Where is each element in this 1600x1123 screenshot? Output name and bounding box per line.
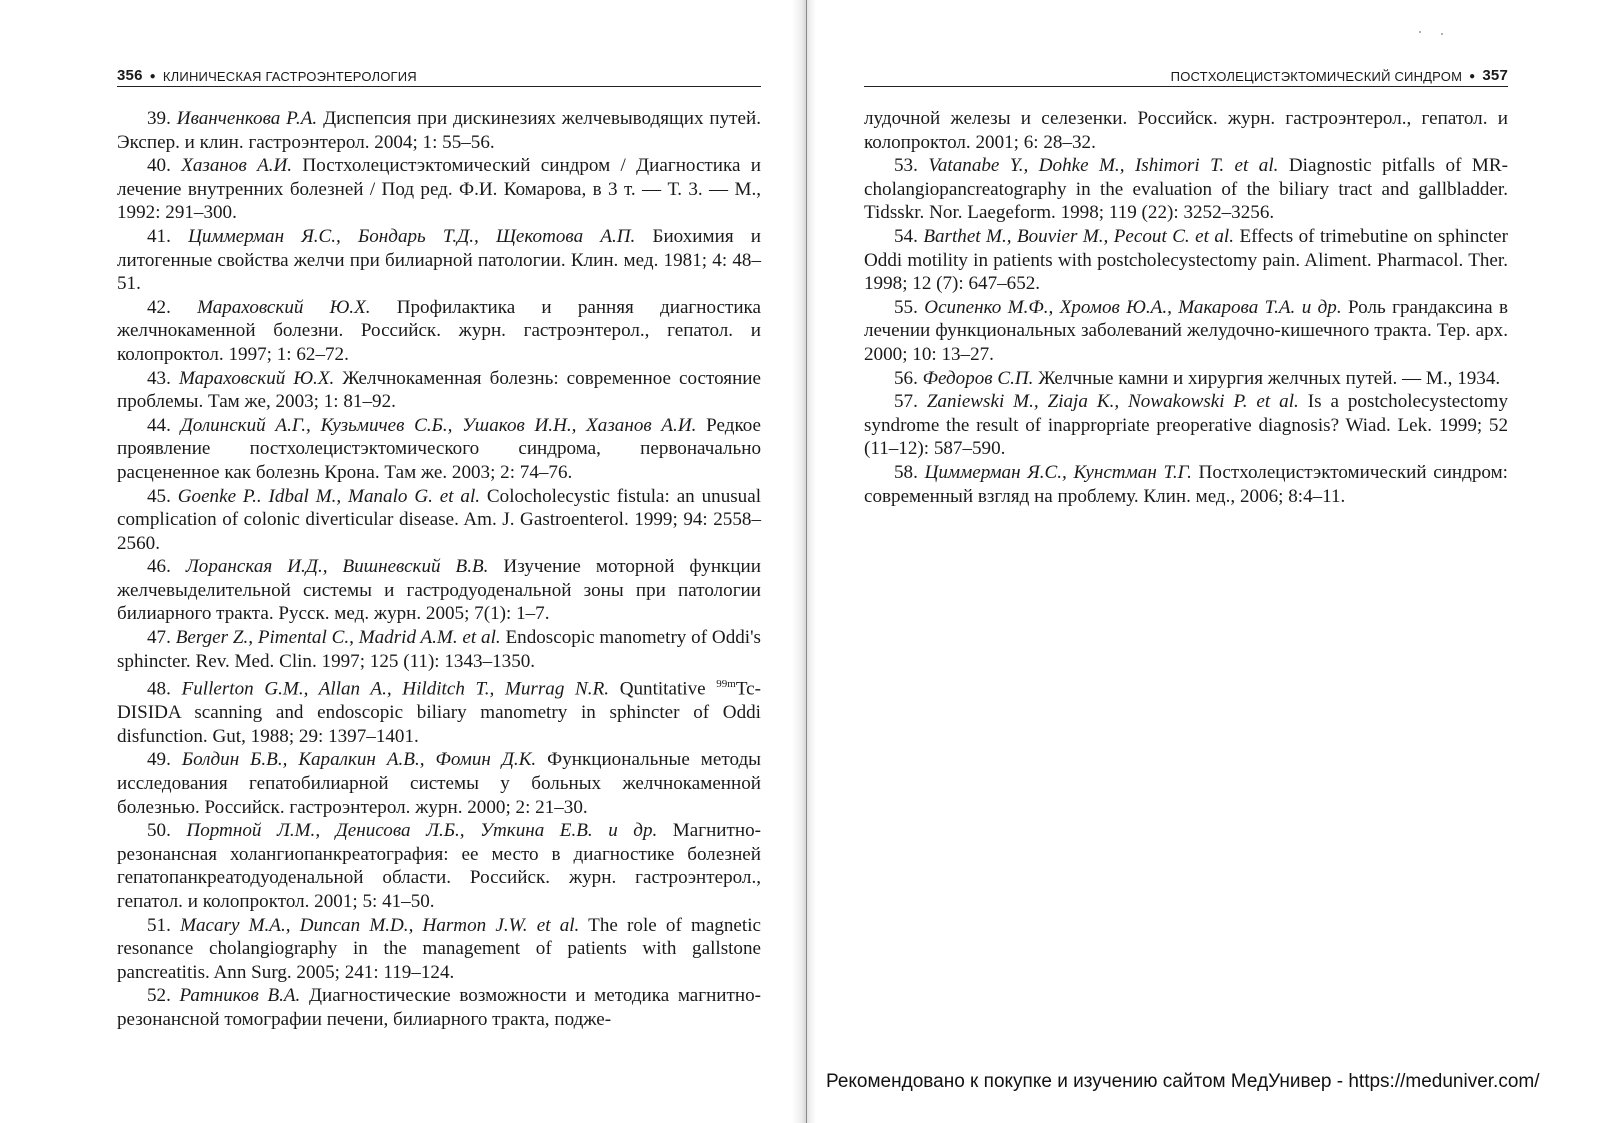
reference-text: Функциональные методы исследования гепатобилиарной системы у больных желчнокаменной болезнью. Российск. гастроэнтерол. журн. 2000; 2: 21–30.	[117, 749, 761, 818]
page-gutter-line	[806, 0, 807, 1123]
left-reference-list	[117, 107, 761, 1032]
reference-entry	[117, 555, 761, 626]
reference-authors: Barthet M., Bouvier M., Pecout C. et al.	[923, 225, 1235, 247]
reference-authors: Хазанов А.И.	[181, 155, 293, 177]
isotope-superscript: 99m	[716, 678, 736, 691]
reference-authors: Долинский А.Г., Кузьмичев С.Б., Ушаков И.Н., Хазанов А.И.	[180, 414, 697, 436]
reference-number: 52.	[147, 985, 171, 1007]
reference-entry	[864, 367, 1508, 391]
reference-number: 40.	[147, 155, 171, 177]
reference-entry	[117, 367, 761, 414]
reference-text: Диагностические возможности и методика магнитно-резонансной томографии печени, билиарного тракта, подже-	[117, 985, 761, 1030]
reference-number: 56.	[894, 367, 918, 389]
reference-entry	[117, 914, 761, 985]
reference-authors: Goenke P.. Idbal M., Manalo G. et al.	[177, 485, 481, 507]
reference-number: 51.	[147, 914, 171, 936]
left-running-head	[117, 66, 761, 87]
right-running-title: ПОСТХОЛЕЦИСТЭКТОМИЧЕСКИЙ СИНДРОМ	[1170, 69, 1463, 84]
reference-text: Изучение моторной функции желчевыделительной системы и гастродуоденальной зоны при патологии билиарного тракта. Русск. мед. журн. 2005; 7(1): 1–7.	[117, 556, 761, 625]
reference-authors: Мараховский Ю.Х.	[178, 367, 335, 389]
reference-number: 46.	[147, 556, 171, 578]
reference-number: 39.	[147, 108, 171, 129]
reference-entry	[117, 225, 761, 296]
reference-entry	[117, 748, 761, 819]
reference-number: 43.	[147, 367, 171, 389]
reference-number: 45.	[147, 485, 171, 507]
reference-text: Постхолецистэктомический синдром: современный взгляд на проблему. Клин. мед., 2006; 8:4–11.	[864, 461, 1508, 507]
reference-entry	[864, 390, 1508, 461]
reference-authors: Портной Л.М., Денисова Л.Б., Уткина Е.В. и др.	[186, 820, 658, 842]
page-gutter-shadow	[792, 0, 816, 1123]
reference-number: 49.	[147, 749, 171, 771]
reference-text: Магнитно-резонансная холангиопанкреатография: ее место в диагностике болезней гепатопанкреатодуоденальной области. Российск. журн. гастроэнтерол., гепатол. и колопроктол. 2001; 5: 41–50.	[117, 820, 761, 912]
reference-text: Желчнокаменная болезнь: современное состояние проблемы. Там же, 2003; 1: 81–92.	[117, 367, 761, 413]
right-running-head	[864, 66, 1508, 87]
reference-text: Желчные камни и хирургия желчных путей. — М., 1934.	[1033, 367, 1501, 389]
reference-entry	[864, 296, 1508, 367]
reference-number: 47.	[147, 627, 171, 649]
reference-continuation: лудочной железы и селезенки. Российск. журн. гастроэнтерол., гепатол. и колопроктол. 2001; 6: 28–32.	[864, 108, 1508, 153]
right-page	[864, 66, 1508, 508]
bullet-separator-icon: ●	[1469, 71, 1476, 82]
reference-text: Quntitative	[609, 678, 717, 700]
reference-text: Diagnostic pitfalls of MR-cholangiopancreatography in the evaluation of the biliary tract and gallbladder. Tidsskr. Nor. Laegeform. 1998; 119 (22): 3252–3256.	[864, 155, 1508, 224]
reference-authors: Лоранская И.Д., Вишневский В.В.	[185, 556, 489, 578]
bullet-separator-icon: ●	[149, 71, 156, 82]
reference-authors: Циммерман Я.С., Кунстман Т.Г.	[924, 461, 1192, 483]
reference-entry	[117, 819, 761, 913]
scan-speck	[1419, 31, 1421, 33]
right-reference-list	[864, 107, 1508, 508]
reference-number: 58.	[894, 461, 918, 483]
reference-authors: Vatanabe Y., Dohke M., Ishimori T. et al.	[928, 155, 1279, 177]
reference-text: Профилактика и ранняя диагностика желчнокаменной болезни. Российск. журн. гастроэнтерол., гепатол. и колопроктол. 1997; 1: 62–72.	[117, 296, 761, 365]
reference-entry	[117, 414, 761, 485]
reference-text: Биохимия и литогенные свойства желчи при билиарной патологии. Клин. мед. 1981; 4: 48–51.	[117, 225, 761, 295]
reference-entry	[117, 107, 761, 154]
reference-number: 55.	[894, 296, 918, 318]
right-page-number: 357	[1482, 67, 1508, 84]
reference-text: Tc-DISIDA scanning and endoscopic biliary manometry in sphincter of Oddi disfunction. Gut, 1988; 29: 1397–1401.	[117, 678, 762, 747]
reference-authors: Berger Z., Pimental C., Madrid A.M. et al.	[175, 627, 501, 649]
reference-text: Редкое проявление постхолецистэктомического синдрома, первоначально расцененное как болезнь Крона. Там же. 2003; 2: 74–76.	[117, 414, 762, 483]
reference-authors: Иванченкова Р.А.	[176, 108, 318, 129]
scan-speck	[1441, 33, 1443, 35]
reference-text: Endoscopic manometry of Oddi's sphincter. Rev. Med. Clin. 1997; 125 (11): 1343–1350.	[117, 627, 761, 672]
reference-entry	[117, 673, 761, 748]
reference-text: The role of magnetic resonance cholangiography in the management of patients with gallstone pancreatitis. Ann Surg. 2005; 241: 119–124.	[117, 914, 761, 983]
reference-number: 54.	[894, 225, 918, 247]
reference-entry	[117, 296, 761, 367]
reference-entry	[864, 154, 1508, 225]
reference-authors: Fullerton G.M., Allan A., Hilditch T., Murrag N.R.	[181, 678, 610, 700]
reference-authors: Циммерман Я.С., Бондарь Т.Д., Щекотова А.П.	[188, 225, 636, 247]
reference-text: Диспепсия при дискинезиях желчевыводящих путей. Экспер. и клин. гастроэнтерол. 2004; 1: 55–56.	[117, 108, 761, 153]
reference-entry	[864, 461, 1508, 508]
reference-entry	[117, 984, 761, 1031]
reference-number: 42.	[147, 296, 171, 318]
reference-text: Постхолецистэктомический синдром / Диагностика и лечение внутренних болезней / Под ред. Ф.И. Комарова, в 3 т. — Т. 3. — М., 1992: 291–300.	[117, 155, 762, 224]
reference-entry	[117, 485, 761, 556]
reference-number: 44.	[147, 414, 171, 436]
reference-text: Роль грандаксина в лечении функциональных заболеваний желудочно-кишечного тракта. Тер. арх. 2000; 10: 13–27.	[864, 296, 1508, 365]
reference-entry	[864, 225, 1508, 296]
reference-text: Colocholecystic fistula: an unusual complication of colonic diverticular disease. Am. J. Gastroenterol. 1999; 94: 2558–2560.	[117, 485, 762, 554]
reference-authors: Macary M.A., Duncan M.D., Harmon J.W. et al.	[180, 914, 580, 936]
reference-number: 57.	[894, 391, 918, 413]
reference-authors: Ратников В.А.	[179, 985, 301, 1007]
left-page-number: 356	[117, 67, 143, 84]
reference-entry	[117, 154, 761, 225]
reference-number: 48.	[147, 678, 171, 700]
reference-authors: Болдин Б.В., Каралкин А.В., Фомин Д.К.	[181, 749, 537, 771]
reference-authors: Мараховский Ю.Х.	[197, 296, 371, 318]
reference-authors: Федоров С.П.	[922, 367, 1034, 389]
reference-number: 50.	[147, 820, 171, 842]
reference-authors: Zaniewski M., Ziaja K., Nowakowski P. et al.	[926, 391, 1299, 413]
reference-text: Effects of trimebutine on sphincter Oddi motility in patients with postcholecystectomy pain. Aliment. Pharmacol. Ther. 1998; 12 (7): 647–652.	[864, 225, 1508, 295]
left-page	[117, 66, 761, 1032]
reference-text: Is a postcholecystectomy syndrome the result of inappropriate preoperative diagnosis? Wiad. Lek. 1999; 52 (11–12): 587–590.	[864, 391, 1508, 460]
reference-authors: Осипенко М.Ф., Хромов Ю.А., Макарова Т.А. и др.	[924, 296, 1342, 318]
footer-recommendation: Рекомендовано к покупке и изучению сайтом МедУнивер - https://meduniver.com/	[826, 1071, 1540, 1092]
reference-entry	[117, 626, 761, 673]
left-running-title: КЛИНИЧЕСКАЯ ГАСТРОЭНТЕРОЛОГИЯ	[162, 69, 417, 84]
reference-number: 53.	[894, 155, 918, 177]
reference-number: 41.	[147, 225, 171, 247]
